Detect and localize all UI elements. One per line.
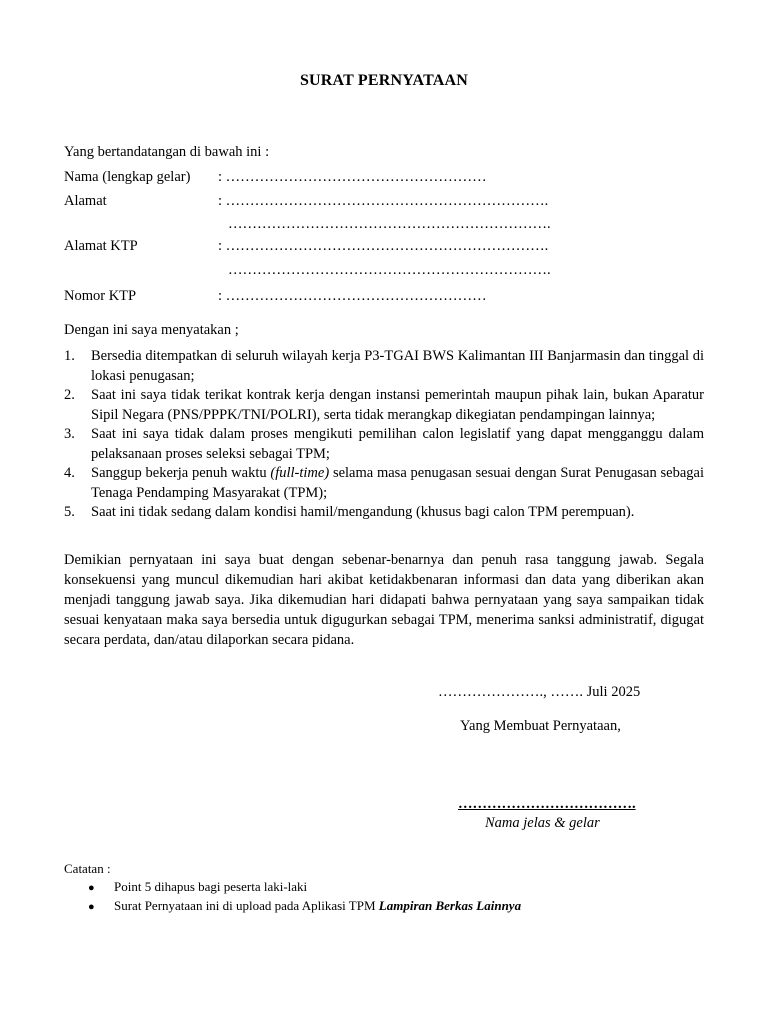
list-item-number: 2. xyxy=(64,387,75,403)
ktp-number-row xyxy=(64,288,551,312)
list-item-text: Bersedia ditempatkan di seluruh wilayah kerja P3-TGAI BWS Kalimantan III Banjarmasin dan tinggal di lokasi penugasan; xyxy=(91,348,704,384)
address-row-cont xyxy=(64,216,551,238)
list-item-number: 3. xyxy=(64,426,75,442)
document-title: SURAT PERNYATAAN xyxy=(299,72,469,89)
list-item xyxy=(64,503,704,523)
list-item-text: Saat ini saya tidak dalam proses mengikuti pemilihan calon legislatif yang dapat mengganggu dalam pelaksanaan proses seleksi sebagai TPM; xyxy=(91,426,704,462)
ktp-number-label: Nomor KTP xyxy=(64,287,137,304)
list-item xyxy=(88,878,521,897)
list-item xyxy=(64,425,704,464)
note-text: Surat Pernyataan ini di upload pada Aplikasi TPM Lampiran Berkas Lainnya xyxy=(114,898,522,913)
signature-caption: Nama jelas & gelar xyxy=(485,815,600,831)
identity-fields xyxy=(64,169,551,311)
statement-intro: Dengan ini saya menyatakan ; xyxy=(64,322,239,338)
ktp-number-field: : ……………………………………………… xyxy=(218,287,487,304)
date-line: …………………., ……. Juli 2025 xyxy=(438,684,641,700)
list-item-number: 4. xyxy=(64,465,75,481)
address-row xyxy=(64,193,551,217)
name-row xyxy=(64,169,551,193)
bullet-icon: ● xyxy=(88,882,95,894)
address-field-line-1: : …………………………………………………………. xyxy=(218,192,549,209)
list-item xyxy=(64,386,704,425)
address-label: Alamat xyxy=(64,192,107,209)
signature-line: ………………………………. xyxy=(458,796,636,812)
ktp-address-field-line-1: : …………………………………………………………. xyxy=(218,238,549,254)
intro-text: Yang bertandatangan di bawah ini : xyxy=(64,144,270,160)
list-item xyxy=(88,897,521,916)
signatory-heading: Yang Membuat Pernyataan, xyxy=(460,718,621,734)
full-time-emphasis: (full-time) xyxy=(270,465,330,481)
name-field: : ……………………………………………… xyxy=(218,169,487,185)
notes-list xyxy=(88,878,521,916)
name-label: Nama (lengkap gelar) xyxy=(64,169,191,185)
statement-list xyxy=(64,347,704,523)
list-item-text: Saat ini saya tidak terikat kontrak kerja dengan instansi pemerintah maupun pihak lain, bukan Aparatur Sipil Negara (PNS/PPPK/TNI/POLRI), serta tidak merangkap dikegiatan pendampingan lainnya; xyxy=(91,387,704,423)
list-item-number: 5. xyxy=(64,504,75,520)
list-item-text: Saat ini tidak sedang dalam kondisi hamil/mengandung (khusus bagi calon TPM perempuan). xyxy=(91,504,635,520)
ktp-address-label: Alamat KTP xyxy=(64,238,138,254)
bullet-icon: ● xyxy=(88,901,95,913)
note-text: Point 5 dihapus bagi peserta laki-laki xyxy=(114,879,308,894)
address-field-line-2: …………………………………………………………. xyxy=(228,216,551,232)
list-item xyxy=(64,464,704,503)
ktp-address-row xyxy=(64,238,551,262)
list-item-number: 1. xyxy=(64,348,75,364)
list-item xyxy=(64,347,704,386)
ktp-address-field-line-2: …………………………………………………………. xyxy=(228,261,551,278)
note-emphasis: Lampiran Berkas Lainnya xyxy=(378,898,522,913)
notes-title: Catatan : xyxy=(64,861,111,876)
list-item-text: Sanggup bekerja penuh waktu (full-time) selama masa penugasan sesuai dengan Surat Penugasan sebagai Tenaga Pendamping Masyarakat (TPM); xyxy=(91,465,704,501)
ktp-address-row-cont xyxy=(64,262,551,284)
closing-paragraph: Demikian pernyataan ini saya buat dengan sebenar-benarnya dan penuh rasa tanggung jawab. Segala konsekuensi yang muncul dikemudian hari akibat ketidakbenaran informasi dan data yang diberikan akan menjadi tanggung jawab saya. Jika dikemudian hari didapati bahwa pernyataan yang saya sampaikan tidak sesuai kenyataan maka saya bersedia untuk digugurkan sebagai TPM, menerima sanksi administratif, digugat secara perdata, dan/atau dilaporkan secara pidana. xyxy=(64,552,704,648)
